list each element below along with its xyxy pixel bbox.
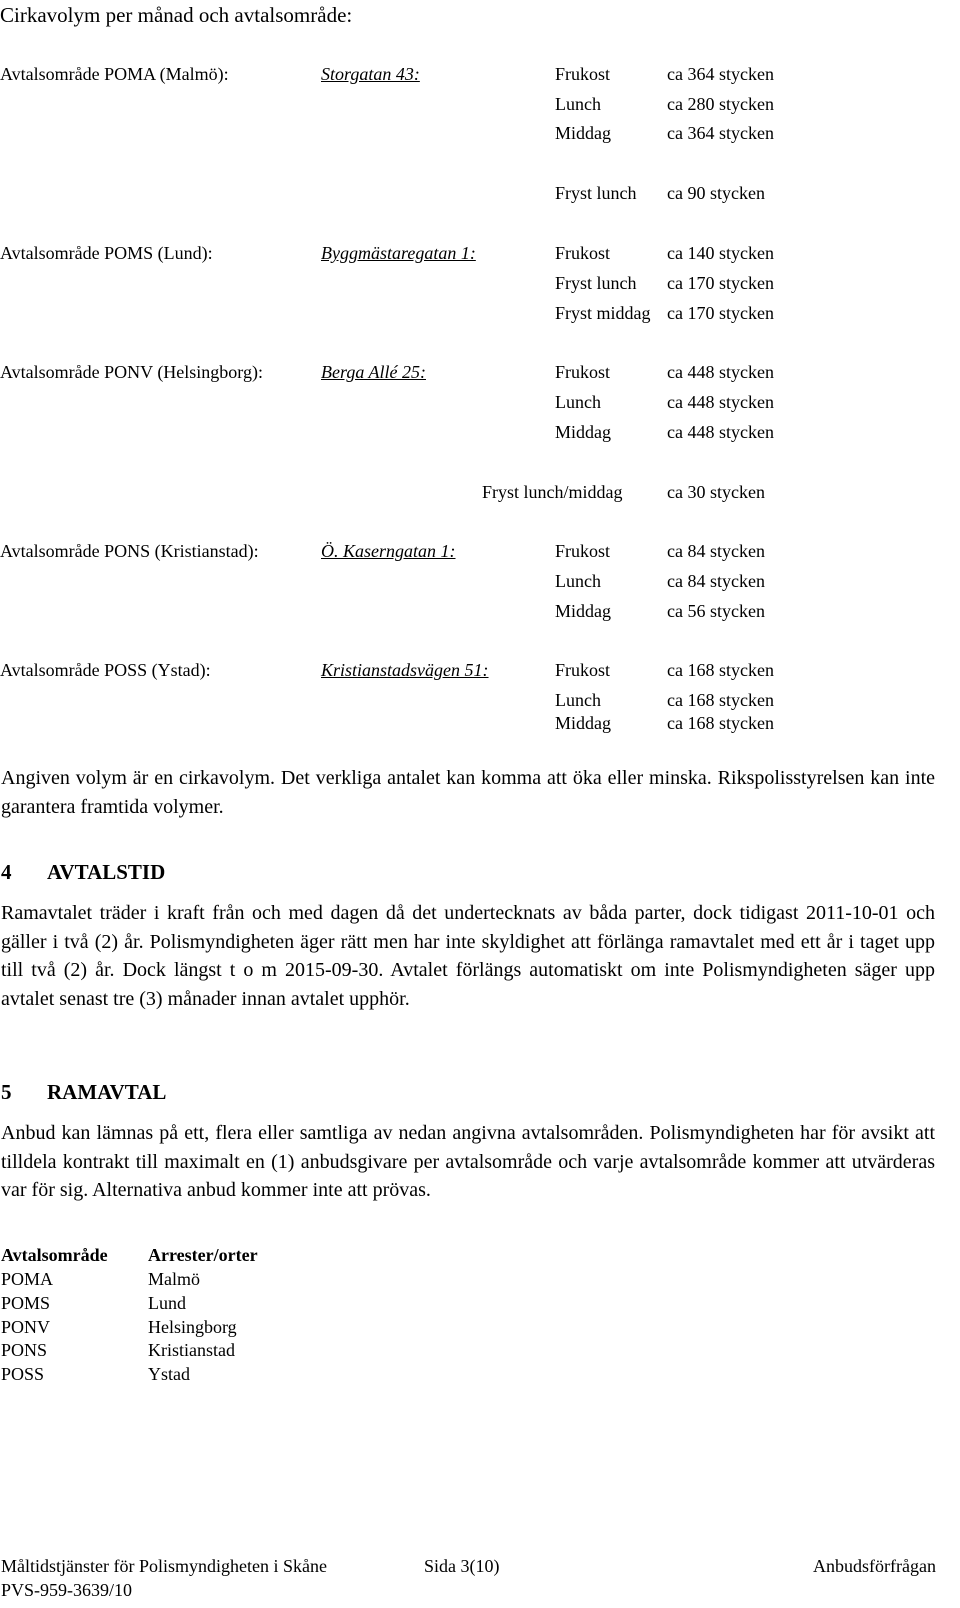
section-5-heading xyxy=(1,1080,166,1104)
area-label-poma: Avtalsområde POMA (Malmö): xyxy=(0,64,229,84)
meal-name: Middag xyxy=(555,123,611,143)
meal-name: Middag xyxy=(555,422,611,442)
meal-name: Frukost xyxy=(555,362,611,382)
meal-quantity: ca 168 stycken xyxy=(667,660,774,680)
meal-name: Fryst lunch/middag xyxy=(482,482,623,502)
table-cell-location: Lund xyxy=(148,1293,186,1313)
table-cell-location: Kristianstad xyxy=(148,1340,235,1360)
table-cell-location: Malmö xyxy=(148,1269,200,1289)
meal-quantity: ca 56 stycken xyxy=(667,601,765,621)
meal-name: Frukost xyxy=(555,243,611,263)
table-cell-area: POSS xyxy=(1,1364,45,1384)
meal-name: Lunch xyxy=(555,690,601,710)
meal-quantity: ca 140 stycken xyxy=(667,243,774,263)
footer-page-number: Sida 3(10) xyxy=(424,1556,500,1576)
meal-quantity: ca 170 stycken xyxy=(667,303,774,323)
table-cell-area: PONS xyxy=(1,1340,48,1360)
table-cell-location: Helsingborg xyxy=(148,1317,237,1337)
area-address-poma: Storgatan 43: xyxy=(321,64,420,84)
section-title: RAMAVTAL xyxy=(47,1080,167,1104)
section-number: 5 xyxy=(1,1080,12,1104)
meal-name: Middag xyxy=(555,713,611,733)
section-title: AVTALSTID xyxy=(47,860,166,884)
meal-name: Frukost xyxy=(555,541,611,561)
meal-quantity: ca 448 stycken xyxy=(667,392,774,412)
page-heading: Cirkavolym per månad och avtalsområde: xyxy=(0,3,353,27)
table-header-location: Arrester/orter xyxy=(148,1245,258,1265)
table-cell-location: Ystad xyxy=(148,1364,190,1384)
area-address-ponv: Berga Allé 25: xyxy=(321,362,426,382)
section-5-text: Anbud kan lämnas på ett, flera eller samtliga av nedan angivna avtalsområden. Polismyndigheten har för avsikt att tilldela kontrakt till maximalt en (1) anbudsgivare per avtalsområde och varje avtalsområde kommer att utvärderas var för sig. Alternativa anbud kommer inte att prövas. xyxy=(1,1122,935,1202)
footer-reference: PVS-959-3639/10 xyxy=(1,1580,133,1600)
table-cell-area: POMS xyxy=(1,1293,51,1313)
area-address-pons: Ö. Kaserngatan 1: xyxy=(321,541,456,561)
volume-note: Angiven volym är en cirkavolym. Det verkliga antalet kan komma att öka eller minska. Rikspolisstyrelsen kan inte garantera framtida volymer. xyxy=(1,767,935,818)
section-4-text: Ramavtalet träder i kraft från och med dagen då det undertecknats av båda parter, dock tidigast 2011-10-01 och gäller i två (2) år. Polismyndigheten äger rätt men har inte skyldighet att förlänga ramavtalet med ett år i taget upp till två (2) år. Dock längst t o m 2015-09-30. Avtalet förlängs automatiskt om inte Polismyndigheten säger upp avtalet senast tre (3) månader innan avtalet upphör. xyxy=(1,902,935,1010)
footer-document-title: Måltidstjänster för Polismyndigheten i Skåne xyxy=(1,1556,327,1576)
meal-quantity: ca 168 stycken xyxy=(667,713,774,733)
area-label-ponv: Avtalsområde PONV (Helsingborg): xyxy=(0,362,263,382)
section-number: 4 xyxy=(1,860,12,884)
meal-quantity: ca 84 stycken xyxy=(667,541,765,561)
area-address-poms: Byggmästaregatan 1: xyxy=(321,243,476,263)
area-label-poms: Avtalsområde POMS (Lund): xyxy=(0,243,213,263)
area-label-pons: Avtalsområde PONS (Kristianstad): xyxy=(0,541,259,561)
area-address-poss: Kristianstadsvägen 51: xyxy=(321,660,489,680)
table-header-area: Avtalsområde xyxy=(1,1245,108,1265)
meal-name: Fryst middag xyxy=(555,303,651,323)
meal-quantity: ca 448 stycken xyxy=(667,422,774,442)
meal-quantity: ca 168 stycken xyxy=(667,690,774,710)
meal-quantity: ca 280 stycken xyxy=(667,94,774,114)
meal-name: Lunch xyxy=(555,94,601,114)
meal-quantity: ca 364 stycken xyxy=(667,64,774,84)
meal-quantity: ca 170 stycken xyxy=(667,273,774,293)
meal-quantity: ca 364 stycken xyxy=(667,123,774,143)
meal-quantity: ca 448 stycken xyxy=(667,362,774,382)
meal-quantity: ca 84 stycken xyxy=(667,571,765,591)
table-cell-area: POMA xyxy=(1,1269,54,1289)
footer-document-type: Anbudsförfrågan xyxy=(813,1556,936,1576)
meal-name: Lunch xyxy=(555,571,601,591)
meal-quantity: ca 90 stycken xyxy=(667,183,765,203)
area-label-poss: Avtalsområde POSS (Ystad): xyxy=(0,660,211,680)
meal-name: Middag xyxy=(555,601,611,621)
meal-name: Lunch xyxy=(555,392,601,412)
table-cell-area: PONV xyxy=(1,1317,51,1337)
meal-name: Fryst lunch xyxy=(555,273,637,293)
meal-name: Fryst lunch xyxy=(555,183,637,203)
section-4-heading xyxy=(1,860,165,884)
meal-name: Frukost xyxy=(555,64,611,84)
meal-quantity: ca 30 stycken xyxy=(667,482,765,502)
meal-name: Frukost xyxy=(555,660,611,680)
